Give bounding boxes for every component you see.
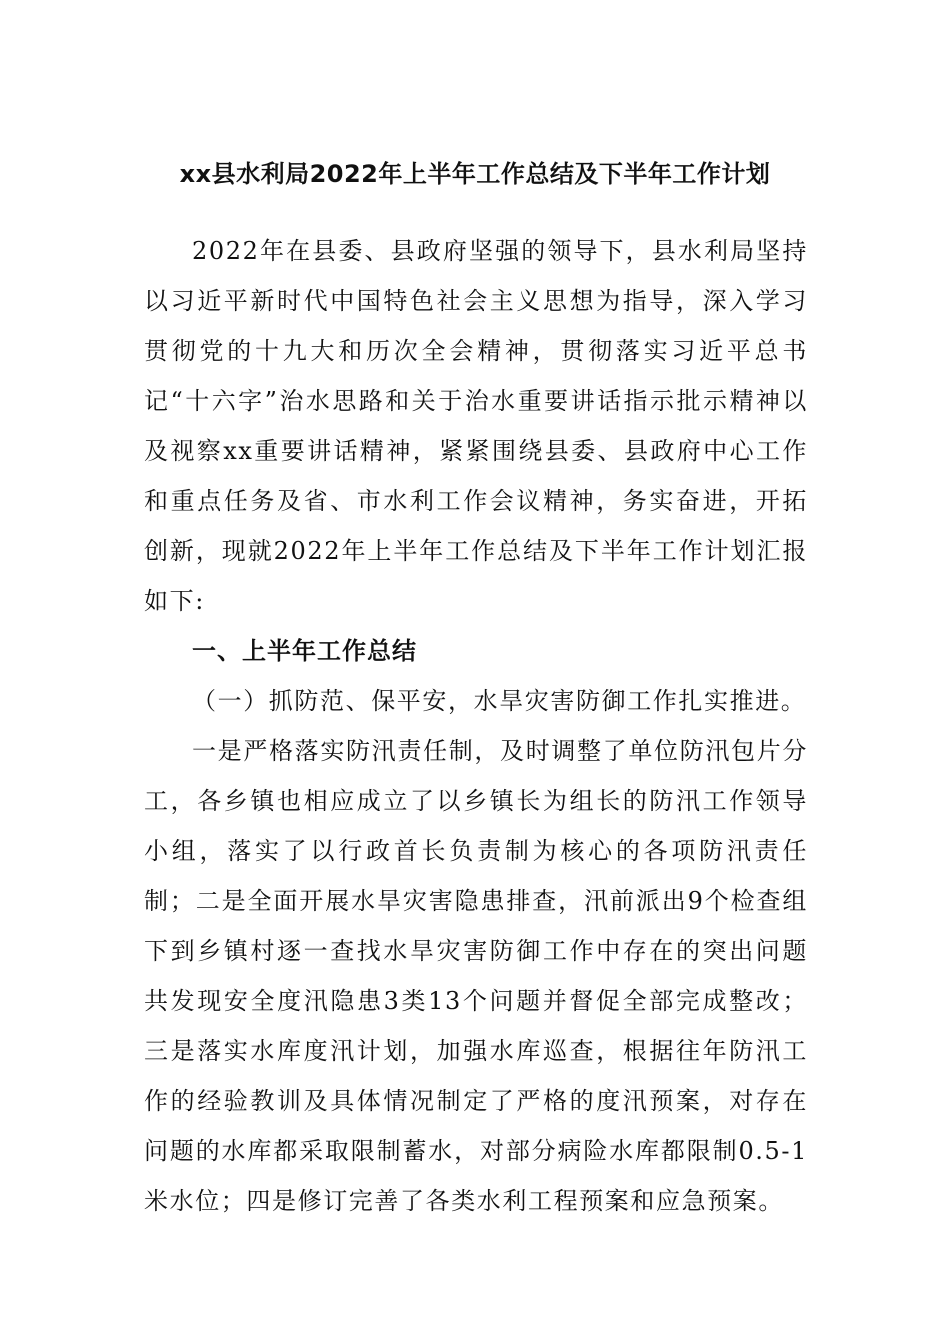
subsection-heading: （一）抓防范、保平安，水旱灾害防御工作扎实推进。 (192, 687, 807, 715)
intro-paragraph: 2022年在县委、县政府坚强的领导下，县水利局坚持以习近平新时代中国特色社会主义思想为指导，深入学习贯彻党的十九大和历次全会精神，贯彻落实习近平总书记“十六字”治水思路和关于治水重要讲话指示批示精神以及视察xx重要讲话精神，紧紧围绕县委、县政府中心工作和重点任务及省、市水利工作会议精神，务实奋进，开拓创新，现就2022年上半年工作总结及下半年工作计划汇报如下: (144, 237, 808, 615)
document-title: xx县水利局2022年上半年工作总结及下半年工作计划 (179, 160, 771, 188)
section-heading: 一、上半年工作总结 (192, 637, 417, 665)
body-paragraph: 一是严格落实防汛责任制，及时调整了单位防汛包片分工，各乡镇也相应成立了以乡镇长为组长的防汛工作领导小组，落实了以行政首长负责制为核心的各项防汛责任制；二是全面开展水旱灾害隐患排查，汛前派出9个检查组下到乡镇村逐一查找水旱灾害防御工作中存在的突出问题共发现安全度汛隐患3类13个问题并督促全部完成整改；三是落实水库度汛计划，加强水库巡查，根据往年防汛工作的经验教训及具体情况制定了严格的度汛预案，对存在问题的水库都采取限制蓄水，对部分病险水库都限制0.5-1米水位；四是修订完善了各类水利工程预案和应急预案。 (144, 737, 808, 1215)
document-body (144, 226, 808, 1226)
